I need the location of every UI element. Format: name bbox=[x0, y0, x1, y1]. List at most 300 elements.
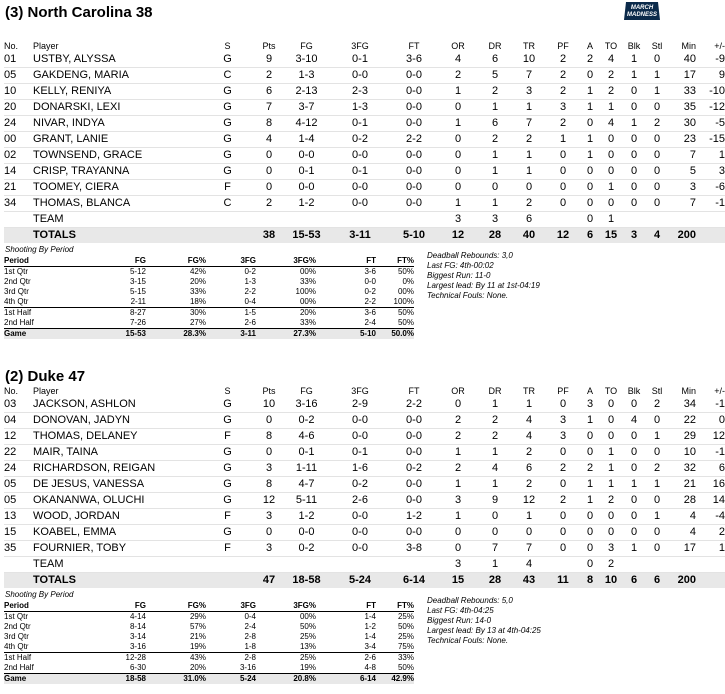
stat-cell: 33% bbox=[189, 287, 206, 296]
stat-cell: 6 bbox=[696, 461, 725, 477]
stat-cell: 05 bbox=[4, 68, 33, 84]
total-cell: 12 bbox=[438, 228, 478, 244]
stat-cell: 0 bbox=[255, 445, 283, 461]
total-cell: 8 bbox=[580, 573, 600, 589]
note-line: Technical Fouls: None. bbox=[427, 291, 509, 300]
stat-cell: 1-3 bbox=[330, 100, 390, 116]
stat-cell: 12 bbox=[4, 429, 33, 445]
stat-cell: 0-1 bbox=[283, 164, 330, 180]
stat-cell: 42% bbox=[189, 267, 206, 276]
stat-cell: F bbox=[200, 509, 255, 525]
stat-cell: 05 bbox=[4, 493, 33, 509]
stat-cell: 0-2 bbox=[283, 541, 330, 557]
stat-cell: 2 bbox=[546, 68, 580, 84]
stat-cell bbox=[330, 212, 390, 228]
stat-cell: 3-7 bbox=[283, 100, 330, 116]
stat-cell: 0 bbox=[622, 132, 646, 148]
stat-cell bbox=[255, 557, 283, 573]
stat-cell: 2nd Half bbox=[4, 663, 34, 672]
stat-cell bbox=[390, 212, 438, 228]
total-cell: 6 bbox=[646, 573, 668, 589]
stat-cell: 0-0 bbox=[283, 148, 330, 164]
player-row bbox=[4, 84, 725, 100]
stat-cell: 4-12 bbox=[283, 116, 330, 132]
stat-cell: 1 bbox=[696, 541, 725, 557]
stat-cell: 4 bbox=[668, 525, 696, 541]
player-row bbox=[4, 477, 725, 493]
stat-cell: G bbox=[200, 413, 255, 429]
column-header: TR bbox=[523, 386, 535, 396]
stat-cell: 8 bbox=[255, 477, 283, 493]
column-header: A bbox=[586, 386, 593, 396]
stat-cell: MAIR, TAINA bbox=[33, 445, 200, 461]
column-header: FT bbox=[408, 386, 420, 396]
player-row bbox=[4, 68, 725, 84]
column-header: 3FG% bbox=[256, 601, 316, 612]
stat-cell: 0-4 bbox=[244, 612, 256, 621]
stat-cell: 20% bbox=[189, 277, 206, 286]
stat-cell: 3 bbox=[668, 180, 696, 196]
player-row bbox=[4, 180, 725, 196]
column-header: A bbox=[586, 41, 593, 51]
team-row bbox=[4, 212, 725, 228]
stat-cell: 4 bbox=[600, 116, 622, 132]
stat-cell bbox=[283, 557, 330, 573]
player-row bbox=[4, 461, 725, 477]
stat-cell: -10 bbox=[696, 84, 725, 100]
stat-cell: 1 bbox=[580, 132, 600, 148]
stat-cell: 3rd Qtr bbox=[4, 287, 29, 296]
period-row bbox=[4, 632, 414, 642]
stat-cell: 0 bbox=[512, 525, 546, 541]
stat-cell: 4 bbox=[512, 557, 546, 573]
stat-cell: 0 bbox=[580, 541, 600, 557]
stat-cell: 6 bbox=[255, 84, 283, 100]
stat-cell: 50% bbox=[397, 318, 414, 327]
stat-cell: 32 bbox=[668, 461, 696, 477]
stat-cell: 22 bbox=[668, 413, 696, 429]
total-cell bbox=[696, 573, 725, 589]
total-cell: 15 bbox=[438, 573, 478, 589]
stat-cell: 0 bbox=[600, 148, 622, 164]
total-cell: Game bbox=[4, 674, 74, 685]
half-row bbox=[4, 308, 414, 319]
half-row bbox=[4, 653, 414, 664]
stat-cell: 25% bbox=[397, 612, 414, 621]
stat-cell: G bbox=[200, 164, 255, 180]
stat-cell: 1-4 bbox=[364, 632, 376, 641]
march-madness-logo bbox=[622, 0, 662, 22]
stat-cell: 1 bbox=[646, 477, 668, 493]
stat-cell: 3-4 bbox=[364, 642, 376, 651]
stat-cell bbox=[668, 212, 696, 228]
period-title: Shooting By Period bbox=[5, 590, 74, 599]
stat-cell: 0 bbox=[478, 525, 512, 541]
stat-cell: 0 bbox=[696, 413, 725, 429]
stat-cell: 3 bbox=[546, 429, 580, 445]
stat-cell: 5 bbox=[478, 68, 512, 84]
logo-line1: MARCH bbox=[630, 5, 654, 11]
stat-cell: 3-14 bbox=[129, 632, 146, 641]
column-header: No. bbox=[4, 41, 19, 51]
stat-cell: TOOMEY, CIERA bbox=[33, 180, 200, 196]
stat-cell: G bbox=[200, 116, 255, 132]
stat-cell: 3 bbox=[546, 100, 580, 116]
column-header: FG% bbox=[146, 601, 206, 612]
stat-cell: 6 bbox=[512, 212, 546, 228]
totals-row bbox=[4, 573, 725, 589]
stat-cell: 2 bbox=[646, 397, 668, 413]
stat-cell: 0 bbox=[512, 180, 546, 196]
stat-cell: 0 bbox=[622, 100, 646, 116]
stat-cell: 2 bbox=[478, 84, 512, 100]
stat-cell: 50% bbox=[397, 267, 414, 276]
stat-cell: 1 bbox=[478, 196, 512, 212]
player-row bbox=[4, 397, 725, 413]
stat-cell: THOMAS, BLANCA bbox=[33, 196, 200, 212]
stat-cell: 33% bbox=[376, 653, 414, 664]
stat-cell: 0 bbox=[478, 509, 512, 525]
stat-cell: 2 bbox=[546, 52, 580, 68]
period-header-row bbox=[4, 256, 414, 267]
player-row bbox=[4, 525, 725, 541]
column-header: Pts bbox=[262, 386, 276, 396]
stat-cell: G bbox=[200, 148, 255, 164]
header-row bbox=[4, 385, 725, 397]
stat-cell: 1 bbox=[512, 164, 546, 180]
stat-cell: 0 bbox=[580, 196, 600, 212]
stat-cell: 0-2 bbox=[390, 461, 438, 477]
stat-cell: 0 bbox=[580, 557, 600, 573]
note-line: Largest lead: By 13 at 4th-04:25 bbox=[427, 626, 541, 635]
stat-cell: 3 bbox=[580, 397, 600, 413]
stat-cell: 03 bbox=[4, 397, 33, 413]
column-header: DR bbox=[488, 386, 502, 396]
stat-cell: 0 bbox=[622, 461, 646, 477]
stat-cell: 0-0 bbox=[330, 148, 390, 164]
team-title: (3) North Carolina 38 bbox=[5, 4, 153, 21]
total-cell: 47 bbox=[255, 573, 283, 589]
column-header: TO bbox=[604, 386, 618, 396]
column-header: PF bbox=[557, 386, 569, 396]
stat-cell: 1 bbox=[622, 116, 646, 132]
shooting-by-period-table bbox=[4, 601, 414, 684]
stat-cell: 0 bbox=[646, 132, 668, 148]
stat-cell bbox=[255, 212, 283, 228]
stat-cell: 2 bbox=[646, 116, 668, 132]
stat-cell: 25% bbox=[397, 632, 414, 641]
stat-cell: 100% bbox=[393, 297, 414, 306]
stat-cell: 0 bbox=[255, 180, 283, 196]
stat-cell: 0% bbox=[402, 277, 414, 286]
stat-cell: -6 bbox=[696, 180, 725, 196]
stat-cell: -1 bbox=[696, 445, 725, 461]
stat-cell bbox=[330, 557, 390, 573]
stat-cell: 00% bbox=[299, 612, 316, 621]
stat-cell: 2-8 bbox=[206, 653, 256, 664]
stat-cell: G bbox=[200, 397, 255, 413]
total-cell: 18-58 bbox=[74, 674, 146, 685]
stat-cell: 0 bbox=[646, 541, 668, 557]
half-row bbox=[4, 663, 414, 674]
stat-cell: 0-2 bbox=[330, 132, 390, 148]
stat-cell: 2-9 bbox=[330, 397, 390, 413]
stat-cell: 2 bbox=[646, 461, 668, 477]
total-cell: 28.3% bbox=[146, 329, 206, 340]
stat-cell: 3 bbox=[438, 212, 478, 228]
total-cell bbox=[696, 228, 725, 244]
stat-cell: 13% bbox=[299, 642, 316, 651]
stat-cell: 0 bbox=[622, 196, 646, 212]
stat-cell: 5-11 bbox=[283, 493, 330, 509]
stat-cell: 2-3 bbox=[330, 84, 390, 100]
stat-cell: 0 bbox=[580, 180, 600, 196]
stat-cell: 1 bbox=[622, 52, 646, 68]
stat-cell: 0-4 bbox=[244, 297, 256, 306]
stat-cell: 0 bbox=[438, 541, 478, 557]
stat-cell: 0 bbox=[580, 164, 600, 180]
stat-cell: 1 bbox=[546, 132, 580, 148]
stat-cell: 0 bbox=[600, 509, 622, 525]
total-cell: 5-10 bbox=[316, 329, 376, 340]
total-cell: 15-53 bbox=[74, 329, 146, 340]
stat-cell: 4-6 bbox=[283, 429, 330, 445]
stat-cell bbox=[4, 557, 33, 573]
stat-cell: 100% bbox=[295, 287, 316, 296]
stat-cell: 1 bbox=[622, 68, 646, 84]
stat-cell: 2-2 bbox=[364, 297, 376, 306]
stat-cell: 27% bbox=[189, 318, 206, 327]
stat-cell: 5 bbox=[668, 164, 696, 180]
stat-cell: 0 bbox=[438, 100, 478, 116]
stat-cell: 2 bbox=[512, 132, 546, 148]
stat-cell: 0 bbox=[546, 196, 580, 212]
column-header: Player bbox=[33, 386, 59, 396]
stat-cell: 1 bbox=[600, 212, 622, 228]
stat-cell: 0 bbox=[438, 180, 478, 196]
column-header: +/- bbox=[714, 41, 725, 51]
logo-line2: MADNESS bbox=[626, 12, 658, 18]
stat-cell: 0 bbox=[600, 196, 622, 212]
column-header: Period bbox=[4, 601, 74, 612]
stat-cell: 12-28 bbox=[74, 653, 146, 664]
stat-cell: 0 bbox=[580, 429, 600, 445]
stat-cell: 0 bbox=[646, 100, 668, 116]
stat-cell: 0-0 bbox=[390, 196, 438, 212]
stat-cell: 2-2 bbox=[244, 287, 256, 296]
stat-cell: 0 bbox=[546, 180, 580, 196]
stat-cell: 8 bbox=[255, 116, 283, 132]
stat-cell bbox=[546, 212, 580, 228]
stat-cell: 3 bbox=[255, 461, 283, 477]
stat-cell: 0-0 bbox=[283, 525, 330, 541]
stat-cell: TOWNSEND, GRACE bbox=[33, 148, 200, 164]
stat-cell: 0 bbox=[646, 52, 668, 68]
stat-cell: 0 bbox=[622, 164, 646, 180]
period-row bbox=[4, 277, 414, 287]
stat-cell: 0-0 bbox=[330, 525, 390, 541]
stat-cell: 0 bbox=[546, 397, 580, 413]
stat-cell: 2 bbox=[546, 461, 580, 477]
stat-cell: 34 bbox=[668, 397, 696, 413]
stat-cell: 20% bbox=[256, 308, 316, 319]
stat-cell: 3-6 bbox=[390, 52, 438, 68]
stat-cell: 1 bbox=[600, 445, 622, 461]
period-row bbox=[4, 622, 414, 632]
stat-cell: 4 bbox=[438, 52, 478, 68]
stat-cell: 0 bbox=[438, 164, 478, 180]
stat-cell: 0-0 bbox=[330, 68, 390, 84]
stat-cell: 3 bbox=[255, 541, 283, 557]
stat-cell bbox=[646, 557, 668, 573]
stat-cell: 2 bbox=[580, 461, 600, 477]
stat-cell: 10 bbox=[512, 52, 546, 68]
stat-cell: 12 bbox=[696, 429, 725, 445]
period-row bbox=[4, 612, 414, 623]
stat-cell: G bbox=[200, 461, 255, 477]
stat-cell: 2 bbox=[478, 413, 512, 429]
stat-cell: RICHARDSON, REIGAN bbox=[33, 461, 200, 477]
stat-cell: 1 bbox=[580, 493, 600, 509]
total-cell: 12 bbox=[546, 228, 580, 244]
column-header: TR bbox=[523, 41, 535, 51]
stat-cell: 1-2 bbox=[390, 509, 438, 525]
stat-cell: 0-0 bbox=[390, 68, 438, 84]
column-header: +/- bbox=[714, 386, 725, 396]
stat-cell: 9 bbox=[696, 68, 725, 84]
box-score-table bbox=[4, 40, 725, 243]
stat-cell: 4 bbox=[512, 429, 546, 445]
stat-cell: 35 bbox=[668, 100, 696, 116]
total-cell: 3-11 bbox=[330, 228, 390, 244]
stat-cell: 1 bbox=[438, 84, 478, 100]
stat-cell: 1 bbox=[512, 509, 546, 525]
stat-cell: TEAM bbox=[33, 557, 200, 573]
stat-cell: 1 bbox=[646, 429, 668, 445]
stat-cell bbox=[696, 557, 725, 573]
stat-cell: 0 bbox=[546, 541, 580, 557]
stat-cell: 0 bbox=[546, 477, 580, 493]
stat-cell: 0-0 bbox=[390, 148, 438, 164]
column-header: Min bbox=[681, 41, 696, 51]
stat-cell: 24 bbox=[4, 461, 33, 477]
stat-cell: 0 bbox=[600, 164, 622, 180]
column-header: S bbox=[224, 41, 231, 51]
stat-cell: 2 bbox=[438, 429, 478, 445]
stat-cell: 0-0 bbox=[283, 180, 330, 196]
stat-cell: 6 bbox=[478, 116, 512, 132]
column-header: DR bbox=[488, 41, 502, 51]
stat-cell: G bbox=[200, 52, 255, 68]
stat-cell: USTBY, ALYSSA bbox=[33, 52, 200, 68]
stat-cell: 8 bbox=[255, 429, 283, 445]
period-header-row bbox=[4, 601, 414, 612]
total-cell: 27.3% bbox=[256, 329, 316, 340]
stat-cell: 2-6 bbox=[330, 493, 390, 509]
stat-cell: 16 bbox=[696, 477, 725, 493]
stat-cell: 0-0 bbox=[390, 429, 438, 445]
stat-cell: 2 bbox=[512, 196, 546, 212]
stat-cell bbox=[668, 557, 696, 573]
stat-cell: 0-0 bbox=[330, 541, 390, 557]
team-row bbox=[4, 557, 725, 573]
stat-cell: 34 bbox=[4, 196, 33, 212]
column-header: 3FG bbox=[351, 386, 369, 396]
stat-cell: CRISP, TRAYANNA bbox=[33, 164, 200, 180]
player-row bbox=[4, 541, 725, 557]
stat-cell: 4 bbox=[622, 413, 646, 429]
column-header: Min bbox=[681, 386, 696, 396]
stat-cell: 00% bbox=[299, 267, 316, 276]
total-cell: 5-24 bbox=[330, 573, 390, 589]
total-cell: Game bbox=[4, 329, 74, 340]
stat-cell: 15 bbox=[4, 525, 33, 541]
stat-cell: 0 bbox=[600, 397, 622, 413]
stat-cell: 7 bbox=[478, 541, 512, 557]
stat-cell: 33 bbox=[668, 84, 696, 100]
stat-cell: 75% bbox=[397, 642, 414, 651]
stat-cell: 0-2 bbox=[330, 477, 390, 493]
stat-cell: TEAM bbox=[33, 212, 200, 228]
stat-cell: 1 bbox=[600, 477, 622, 493]
stat-cell: 40 bbox=[668, 52, 696, 68]
stat-cell: 0-2 bbox=[364, 287, 376, 296]
column-header: FG bbox=[300, 386, 313, 396]
stat-cell: 0-0 bbox=[330, 180, 390, 196]
stat-cell: 7 bbox=[512, 541, 546, 557]
player-row bbox=[4, 132, 725, 148]
column-header: Player bbox=[33, 41, 59, 51]
column-header: OR bbox=[451, 386, 465, 396]
note-line: Technical Fouls: None. bbox=[427, 636, 509, 645]
game-notes bbox=[427, 251, 540, 301]
stat-cell: G bbox=[200, 132, 255, 148]
stat-cell: 1 bbox=[646, 509, 668, 525]
total-cell: TOTALS bbox=[33, 573, 200, 589]
stat-cell: 0 bbox=[646, 164, 668, 180]
stat-cell: 0 bbox=[622, 509, 646, 525]
total-cell: 28 bbox=[478, 228, 512, 244]
stat-cell: 1-11 bbox=[283, 461, 330, 477]
stat-cell: 1 bbox=[600, 180, 622, 196]
stat-cell: -12 bbox=[696, 100, 725, 116]
stat-cell: 0 bbox=[600, 132, 622, 148]
column-header: Blk bbox=[627, 386, 641, 396]
stat-cell: 0-2 bbox=[244, 267, 256, 276]
stat-cell: 0 bbox=[580, 525, 600, 541]
total-cell: 20.8% bbox=[256, 674, 316, 685]
stat-cell: 0 bbox=[646, 445, 668, 461]
stat-cell: 3-16 bbox=[129, 642, 146, 651]
total-cell: 38 bbox=[255, 228, 283, 244]
stat-cell: 3-10 bbox=[283, 52, 330, 68]
stat-cell: OKANANWA, OLUCHI bbox=[33, 493, 200, 509]
stat-cell: 3-8 bbox=[390, 541, 438, 557]
stat-cell: 20 bbox=[4, 100, 33, 116]
game-row bbox=[4, 329, 414, 340]
stat-cell: 2nd Qtr bbox=[4, 277, 31, 286]
stat-cell: 22 bbox=[4, 445, 33, 461]
stat-cell: 4 bbox=[255, 132, 283, 148]
column-header: Period bbox=[4, 256, 74, 267]
column-header: 3FG bbox=[206, 256, 256, 267]
total-cell: 50.0% bbox=[376, 329, 414, 340]
stat-cell: 8-14 bbox=[129, 622, 146, 631]
total-cell: 15 bbox=[600, 228, 622, 244]
stat-cell: 3 bbox=[478, 212, 512, 228]
column-header: FG% bbox=[146, 256, 206, 267]
stat-cell: 33% bbox=[299, 277, 316, 286]
